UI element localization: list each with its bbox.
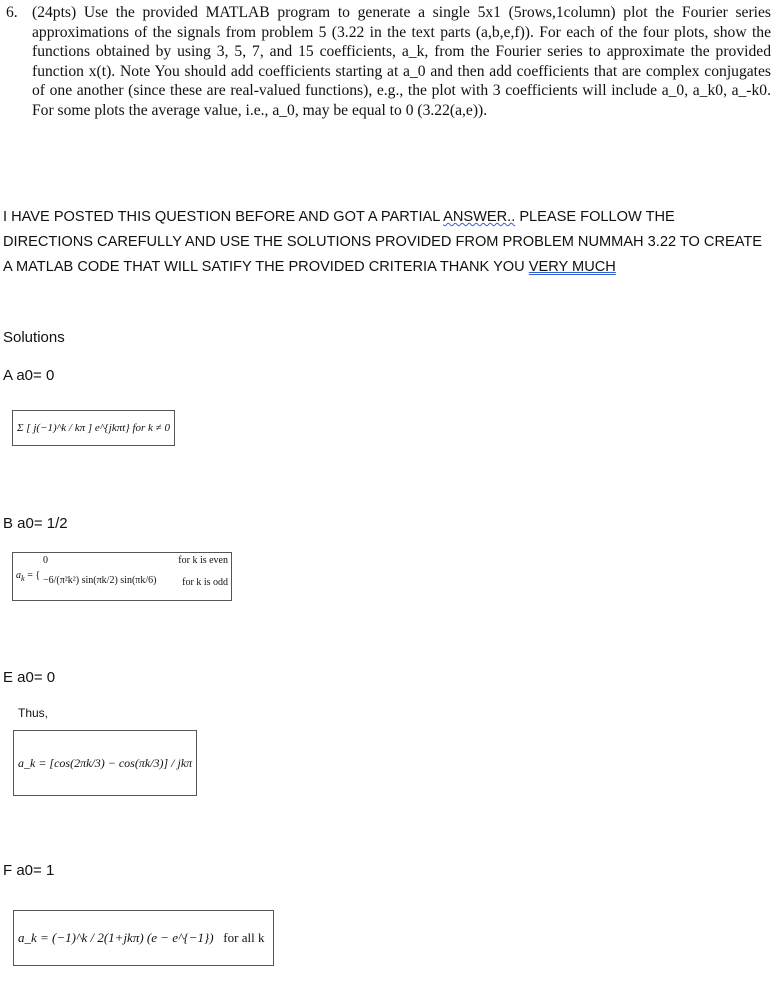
formula-b-row1-cond: for k is even: [178, 555, 228, 566]
problem-text: (24pts) Use the provided MATLAB program to generate a single 5x1 (5rows,1column) plot the Fourier series approximations of the signals from problem 5 (3.22 in the text parts (a,b,e,f)). For each of the four plots, show the functions obtained by using 3, 5, 7, and 15 coefficients, a_k, from the Fourier series to approximate the provided function x(t). Note You should add coefficients starting at a_0 and then add coefficients that are complex conjugates of one another (since these are real-valued functions), e.g., the plot with 3 coefficients will include a_0, a_k0, a_-k0. For some plots the average value, i.e., a_0, may be equal to 0 (3.22(a,e)).: [32, 4, 771, 119]
note-answer-word: ANSWER..: [443, 209, 516, 225]
formula-b-row2: −6/(π²k²) sin(πk/2) sin(πk/6): [43, 575, 157, 586]
problem-number: 6.: [6, 4, 18, 21]
formula-f-text: a_k = (−1)^k / 2(1+jkπ) (e − e^{−1}): [18, 930, 214, 945]
formula-b-row2-cond: for k is odd: [182, 577, 228, 588]
note-text-2: PLEASE FOLLOW THE DIRECTIONS CAREFULLY AND USE THE SOLUTIONS PROVIDED FROM PROBLEM NUMMAH 3.22 TO CREATE A MATLAB CODE THAT WILL SATIFY THE PROVIDED CRITERIA THANK YOU: [3, 209, 763, 275]
formula-f-cond: for all k: [223, 930, 265, 945]
label-f: F a0= 1: [3, 862, 55, 879]
label-e: E a0= 0: [3, 669, 56, 686]
formula-a: [12, 410, 175, 446]
problem-statement: [6, 3, 771, 121]
thus-text: Thus,: [18, 706, 49, 720]
label-a: A a0= 0: [3, 367, 55, 384]
formula-b-row1: 0: [43, 555, 48, 566]
formula-e: [13, 730, 197, 796]
label-b: B a0= 1/2: [3, 515, 68, 532]
formula-e-text: a_k = [cos(2πk/3) − cos(πk/3)] / jkπ: [18, 755, 193, 770]
request-note: [3, 205, 763, 280]
note-very-much: VERY MUCH: [528, 259, 616, 275]
formula-a-text: Σ [ j(−1)^k / kπ ] e^{jkπt} for k ≠ 0: [17, 422, 170, 434]
formula-b: $a_k$ = { 0 for k is even −6/(π²k²) sin(πk/2) sin(πk/6) for k is odd: [12, 552, 232, 601]
solutions-heading: Solutions: [3, 329, 65, 346]
formula-f: [13, 910, 274, 966]
note-text: I HAVE POSTED THIS QUESTION BEFORE AND GOT A PARTIAL: [3, 209, 444, 225]
